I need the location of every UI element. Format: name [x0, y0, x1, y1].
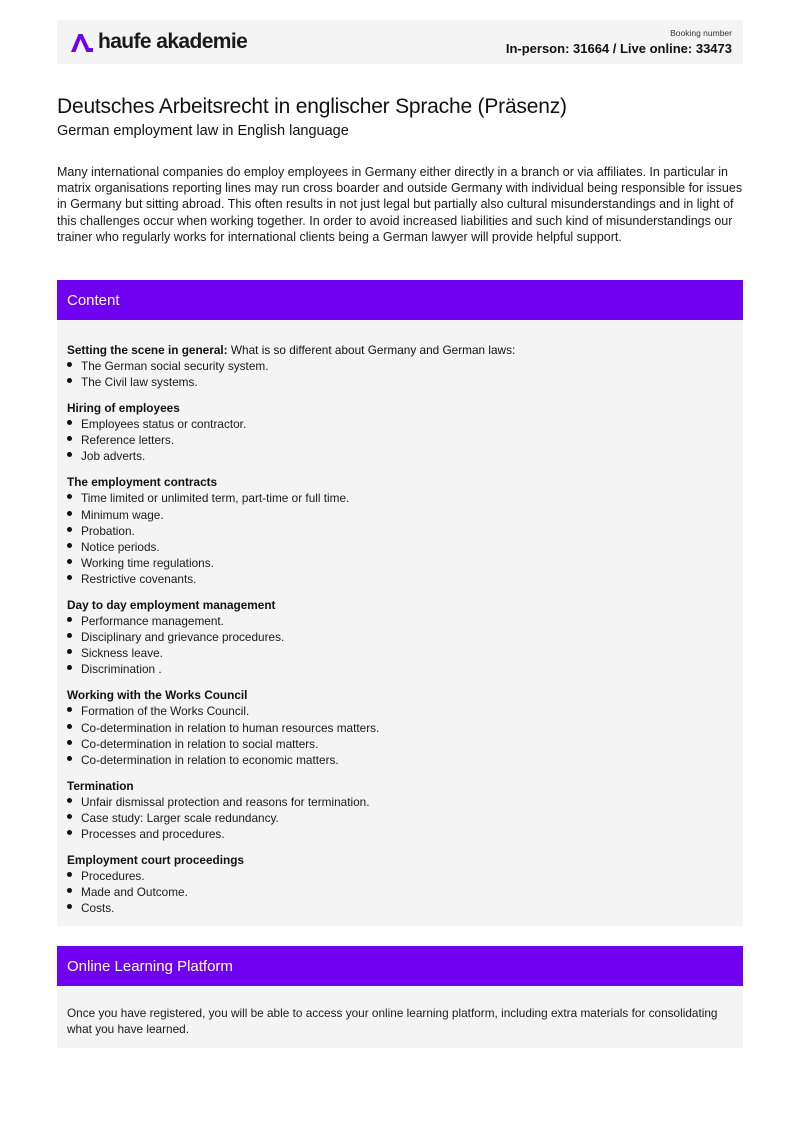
group-title: Employment court proceedings [67, 853, 244, 868]
group-title: Day to day employment management [67, 598, 276, 613]
list-item: Notice periods. [67, 539, 733, 555]
list-item: Co-determination in relation to human resources matters. [67, 720, 733, 736]
content-group [67, 474, 733, 587]
list-item: Sickness leave. [67, 645, 733, 661]
group-title: The employment contracts [67, 475, 218, 490]
list-item: Co-determination in relation to economic matters. [67, 752, 733, 768]
list-item: Discrimination . [67, 661, 733, 677]
list-item: Co-determination in relation to social matters. [67, 736, 733, 752]
content-section-header [57, 280, 743, 320]
content-group [67, 597, 733, 677]
content-group [67, 852, 733, 916]
content-group [67, 687, 733, 767]
group-title: Termination [67, 778, 134, 793]
list-item: The Civil law systems. [67, 374, 733, 390]
list-item: Restrictive covenants. [67, 571, 733, 587]
haufe-logo-icon [68, 31, 94, 53]
list-item: Disciplinary and grievance procedures. [67, 629, 733, 645]
online-learning-section-header [57, 946, 743, 986]
content-section-body [57, 320, 743, 926]
list-item: Job adverts. [67, 448, 733, 464]
booking-number: In-person: 31664 / Live online: 33473 [505, 41, 732, 56]
list-item: Time limited or unlimited term, part-time or full time. [67, 490, 733, 506]
page-subtitle: German employment law in English language [57, 123, 349, 139]
list-item: Costs. [67, 900, 733, 916]
list-item: Formation of the Works Council. [67, 703, 733, 719]
list-item: Probation. [67, 523, 733, 539]
list-item: Made and Outcome. [67, 884, 733, 900]
content-heading: Content [67, 291, 120, 309]
content-group [67, 400, 733, 464]
list-item: Processes and procedures. [67, 826, 733, 842]
booking-info [506, 28, 732, 56]
logo [68, 30, 247, 54]
group-title: Working with the Works Council [67, 688, 248, 703]
list-item: Reference letters. [67, 432, 733, 448]
list-item: Performance management. [67, 613, 733, 629]
list-item: Case study: Larger scale redundancy. [67, 810, 733, 826]
content-group [67, 342, 733, 390]
list-item: Working time regulations. [67, 555, 733, 571]
list-item: Procedures. [67, 868, 733, 884]
list-item: The German social security system. [67, 358, 733, 374]
page-title: Deutsches Arbeitsrecht in englischer Sprache (Präsenz) [57, 95, 567, 118]
content-group [67, 778, 733, 842]
intro-paragraph: Many international companies do employ employees in Germany either directly in a branch or via affiliates. In particular in matrix organisations reporting lines may run cross boarder and outside Germany with individual being responsible for issues in Germany but sitting abroad. This often results in not just legal but partially also cultural misunderstandings and in light of this challenges occur when working together. In order to avoid increased liabilities and such kind of misunderstandings our trainer who regularly works for international clients being a German lawyer will provide helpful support. [57, 165, 743, 244]
page-header [57, 20, 743, 64]
list-item: Employees status or contractor. [67, 416, 733, 432]
online-learning-heading: Online Learning Platform [67, 957, 233, 975]
group-title: Hiring of employees [67, 401, 180, 416]
group-title: Setting the scene in general: What is so different about Germany and German laws: [67, 343, 516, 357]
list-item: Minimum wage. [67, 507, 733, 523]
list-item: Unfair dismissal protection and reasons for termination. [67, 794, 733, 810]
booking-label: Booking number [670, 28, 732, 38]
online-learning-text: Once you have registered, you will be able to access your online learning platform, including extra materials for consolidating what you have learned. [67, 1006, 718, 1037]
online-learning-section-body [57, 987, 743, 1048]
logo-text: haufe akademie [98, 30, 248, 53]
